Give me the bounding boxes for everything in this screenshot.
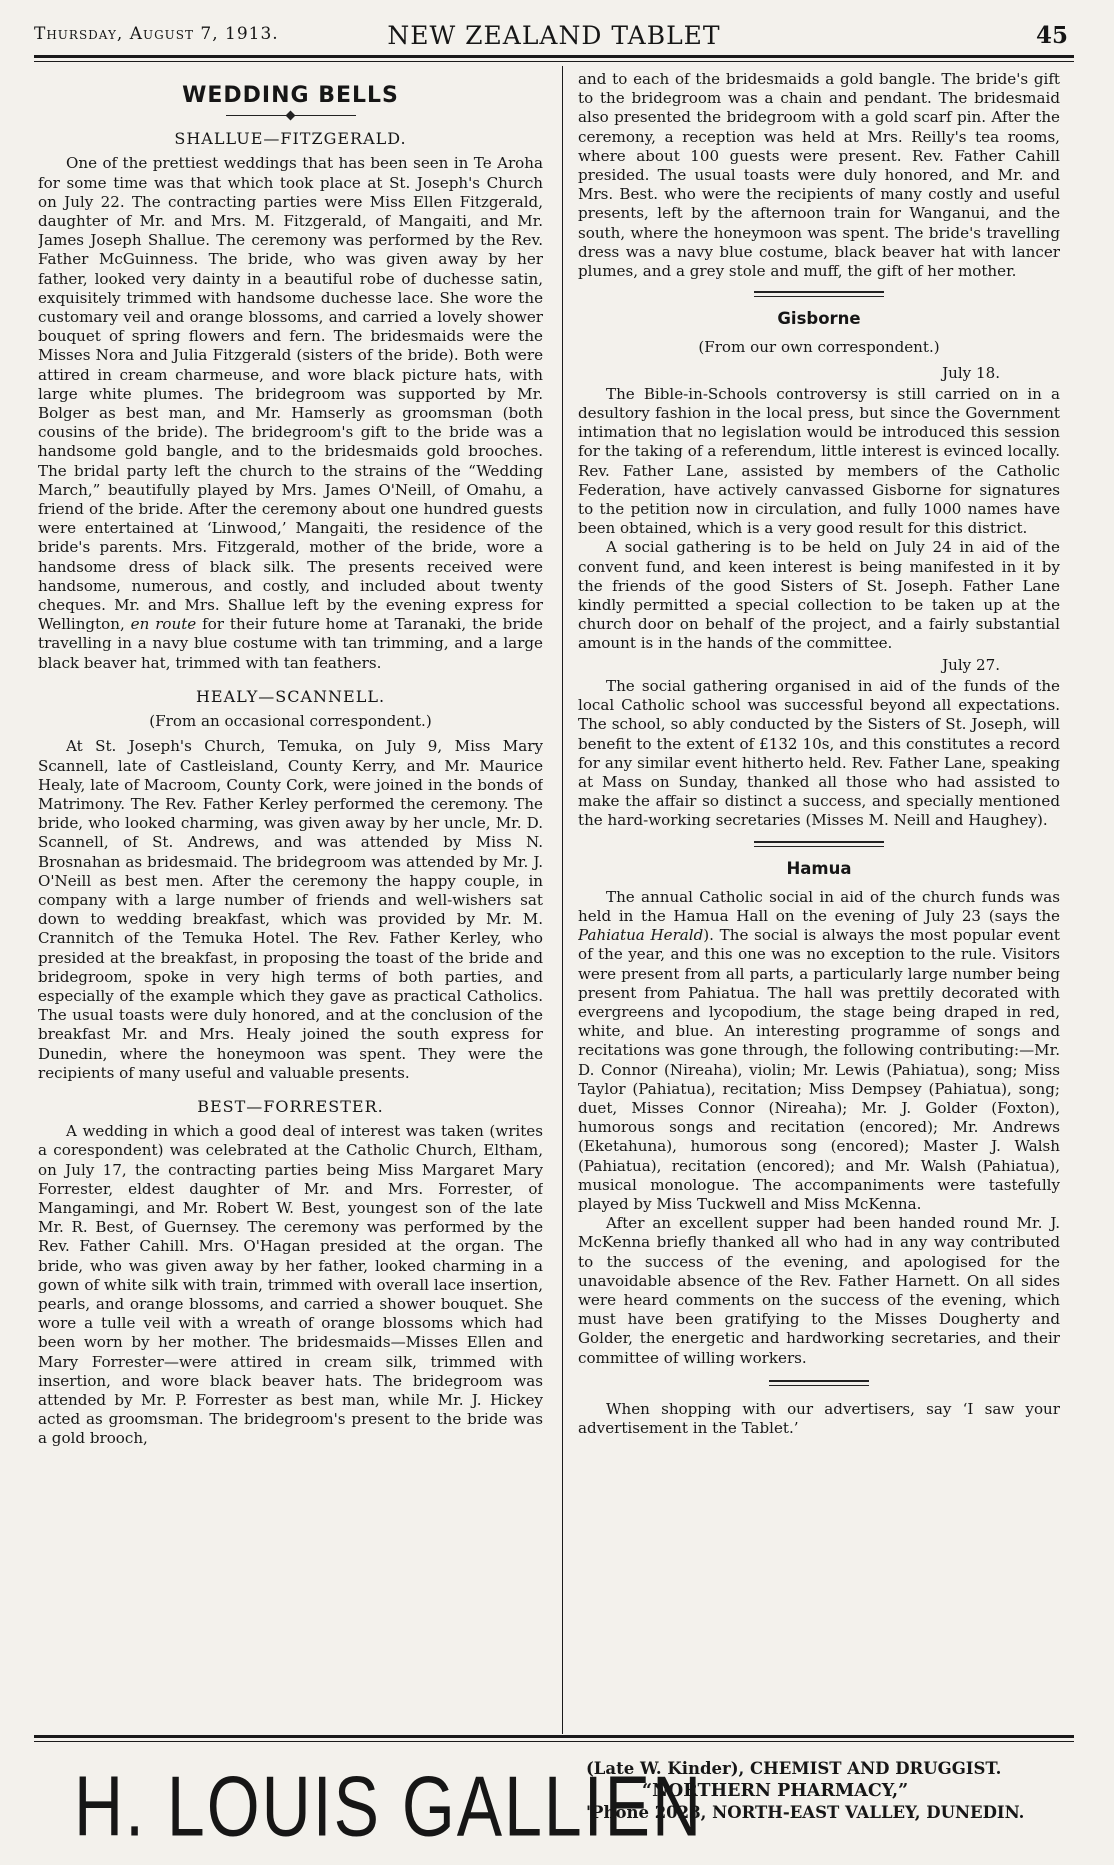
pahiatua-herald-italic: Pahiatua Herald xyxy=(578,926,704,945)
publication-title: NEW ZEALAND TABLET xyxy=(387,21,721,50)
gisborne-paragraph-2: A social gathering is to be held on July 24 in aid of the convent fund, and keen interest is being manifested in it by the friends of the good Sisters of St. Joseph. Father Lane kindly permitted a special collection to be taken up at the church door on behalf of the project, and a fairly substantial amount is in the hands of the committee. xyxy=(578,538,1060,653)
header-rule-thin xyxy=(34,61,1074,62)
footer-rule xyxy=(34,1735,1074,1738)
header-rule xyxy=(34,55,1074,58)
section-separator xyxy=(754,291,884,297)
gisborne-date-1: July 18. xyxy=(942,363,1000,382)
advertisement-line-2: “NORTHERN PHARMACY,” xyxy=(642,1781,909,1801)
gisborne-date-2: July 27. xyxy=(942,655,1000,674)
footer-rule-thin xyxy=(34,1741,1074,1742)
healy-scannell-title: HEALY—SCANNELL. xyxy=(195,686,386,706)
heading-ornament xyxy=(226,111,356,121)
issue-date: Thursday, August 7, 1913. xyxy=(34,24,279,44)
gisborne-heading: Gisborne xyxy=(777,309,861,329)
gisborne-paragraph-3: The social gathering organised in aid of the funds of the local Catholic school was successful beyond all expectations. The school, so ably conducted by the Sisters of St. Joseph, will benefit to the extent of £132 10s, and this constitutes a record for any similar event hitherto held. Rev. Father Lane, speaking at Mass on Sunday, thanked all those who had assisted to make the affair so distinct a success, and specially mentioned the hard-working secretaries (Misses M. Neill and Haughey). xyxy=(578,676,1060,830)
page-number: 45 xyxy=(1035,22,1068,49)
shallue-fitzgerald-article: One of the prettiest weddings that has been seen in Te Aroha for some time was that which took place at St. Joseph's Church on July 22. The contracting parties were Miss Ellen Fitzgerald, daughter of Mr. and Mrs. M. Fitzgerald, of Mangaiti, and Mr. James Joseph Shallue. The ceremony was performed by the Rev. Father McGuinness. The bride, who was given away by her father, looked very dainty in a beautiful robe of duchesse satin, exquisitely trimmed with handsome duchesse lace. She wore the customary veil and orange blossoms, and carried a lovely shower bouquet of spring flowers and fern. The bridesmaids were the Misses Nora and Julia Fitzgerald (sisters of the bride). Both were attired in cream charmeuse, and wore black picture hats, with large white plumes. The bridegroom was supported by Mr. Bolger as best man, and Mr. Hamserly as groomsman (both cousins of the bride). The bridegroom's gift to the bride was a handsome gold bangle, and to the bridesmaids gold brooches. The bridal party left the church to the strains of the “Wedding March,” beautifully played by Mrs. James O'Neill, of Omahu, a friend of the bride. After the ceremony about one hundred guests were entertained at ‘Linwood,’ Mangaiti, the residence of the bride's parents. Mrs. Fitzgerald, mother of the bride, wore a handsome dress of black silk. The presents received were handsome, numerous, and costly, and included about twenty cheques. Mr. and Mrs. Shallue left by the evening express for Wellington, en route for their future home at Taranaki, the bride travelling in a navy blue costume with tan trimming, and a large black beaver hat, trimmed with tan feathers. xyxy=(38,154,543,672)
best-forrester-title: BEST—FORRESTER. xyxy=(197,1096,384,1116)
gisborne-correspondent: (From our own correspondent.) xyxy=(698,338,940,357)
hamua-paragraph-2: After an excellent supper had been handed round Mr. J. McKenna briefly thanked all who had in any way contributed to the success of the evening, and apologised for the unavoidable absence of the Rev. Father Harnett. On all sides were heard comments on the success of the evening, which must have been gratifying to the Misses Dougherty and Golder, the energetic and hardworking secretaries, and their committee of willing workers. xyxy=(578,1214,1060,1367)
en-route-italic: en route xyxy=(130,615,197,634)
best-forrester-continued: and to each of the bridesmaids a gold bangle. The bride's gift to the bridegroom was a chain and pendant. The bridesmaid also presented the bridegroom with a gold scarf pin. After the ceremony, a reception was held at Mrs. Reilly's tea rooms, where about 100 guests were present. Rev. Father Cahill presided. The usual toasts were duly honored, and Mr. and Mrs. Best. who were the recipients of many costly and useful presents, left by the afternoon train for Wanganui, and the south, where the honeymoon was spent. The bride's travelling dress was a navy blue costume, black beaver hat with lancer plumes, and a grey stole and muff, the gift of her mother. xyxy=(578,70,1060,281)
right-column xyxy=(578,70,1060,1735)
section-separator xyxy=(754,841,884,847)
column-divider xyxy=(562,66,563,1734)
advertisement-line-1: (Late W. Kinder), CHEMIST AND DRUGGIST. xyxy=(586,1759,1002,1778)
advertisement-details xyxy=(586,1758,1056,1824)
wedding-bells-heading: WEDDING BELLS xyxy=(182,83,399,108)
healy-scannell-article: At St. Joseph's Church, Temuka, on July 9, Miss Mary Scannell, late of Castleisland, County Kerry, and Mr. Maurice Healy, late of Macroom, County Cork, were joined in the bonds of Matrimony. The Rev. Father Kerley performed the ceremony. The bride, who looked charming, was given away by her uncle, Mr. D. Scannell, of St. Andrews, and was attended by Miss N. Brosnahan as bridesmaid. The bridegroom was attended by Mr. J. O'Neill as best men. After the ceremony the happy couple, in company with a large number of friends and well-wishers sat down to wedding breakfast, which was provided by Mr. M. Crannitch of the Temuka Hotel. The Rev. Father Kerley, who presided at the breakfast, in proposing the toast of the bride and bridegroom, spoke in very high terms of both parties, and especially of the example which they gave as practical Catholics. The usual toasts were duly honored, and at the conclusion of the breakfast Mr. and Mrs. Healy joined the south express for Dunedin, where the honeymoon was spent. They were the recipients of many useful and valuable presents. xyxy=(38,737,543,1082)
best-forrester-article: A wedding in which a good deal of interest was taken (writes a corespondent) was celebrated at the Catholic Church, Eltham, on July 17, the contracting parties being Miss Margaret Mary Forrester, eldest daughter of Mr. and Mrs. Forrester, of Mangamingi, and Mr. Robert W. Best, youngest son of the late Mr. R. Best, of Guernsey. The ceremony was performed by the Rev. Father Cahill. Mrs. O'Hagan presided at the organ. The bride, who was given away by her father, looked charming in a gown of white silk with train, trimmed with overall lace insertion, pearls, and orange blossoms, and carried a shower bouquet. She wore a tulle veil with a wreath of orange blossoms which had been worn by her mother. The bridesmaids—Misses Ellen and Mary Forrester—were attired in cream silk, trimmed with insertion, and wore black beaver hats. The bridegroom was attended by Mr. P. Forrester as best man, while Mr. J. Hickey acted as groomsman. The bridegroom's present to the bride was a gold brooch, xyxy=(38,1122,543,1448)
page-header xyxy=(34,0,1074,58)
gisborne-paragraph-1: The Bible-in-Schools controversy is still carried on in a desultory fashion in the local press, but since the Government intimation that no legislation would be introduced this session for the taking of a referendum, little interest is evinced locally. Rev. Father Lane, assisted by members of the Catholic Federation, have actively canvassed Gisborne for signatures to the petition now in circulation, and fully 1000 names have been obtained, which is a very good result for this district. xyxy=(578,384,1060,538)
left-column xyxy=(38,70,543,1735)
hamua-heading: Hamua xyxy=(786,858,852,878)
advertisement-line-3: 'Phone 2028, NORTH-EAST VALLEY, DUNEDIN. xyxy=(586,1803,1025,1822)
section-separator xyxy=(769,1380,869,1386)
hamua-paragraph-1: The annual Catholic social in aid of the church funds was held in the Hamua Hall on the evening of July 23 (says the Pahiatua Herald). The social is always the most popular event of the year, and this one was no exception to the rule. Visitors were present from all parts, a particularly large number being present from Pahiatua. The hall was prettily decorated with evergreens and lycopodium, the stage being draped in red, white, and blue. An interesting programme of songs and recitations was gone through, the following contributing:—Mr. D. Connor (Nireaha), violin; Mr. Lewis (Pahiatua), song; Miss Taylor (Pahiatua), recitation; Miss Dempsey (Pahiatua), song; duet, Misses Connor (Nireaha); Mr. J. Golder (Foxton), humorous songs and recitation (encored); Mr. Andrews (Eketahuna), humorous song (encored); Master J. Walsh (Pahiatua), recitation (encored); and Mr. Walsh (Pahiatua), musical monologue. The accompaniments were tastefully played by Miss Tuckwell and Miss McKenna. xyxy=(578,887,1060,1213)
advertisement-name: H. LOUIS GALLIEN xyxy=(74,1759,704,1855)
healy-correspondent: (From an occasional correspondent.) xyxy=(149,712,432,731)
shopping-note: When shopping with our advertisers, say ‘I saw your advertisement in the Tablet.’ xyxy=(578,1399,1060,1437)
shallue-fitzgerald-title: SHALLUE—FITZGERALD. xyxy=(174,129,407,149)
